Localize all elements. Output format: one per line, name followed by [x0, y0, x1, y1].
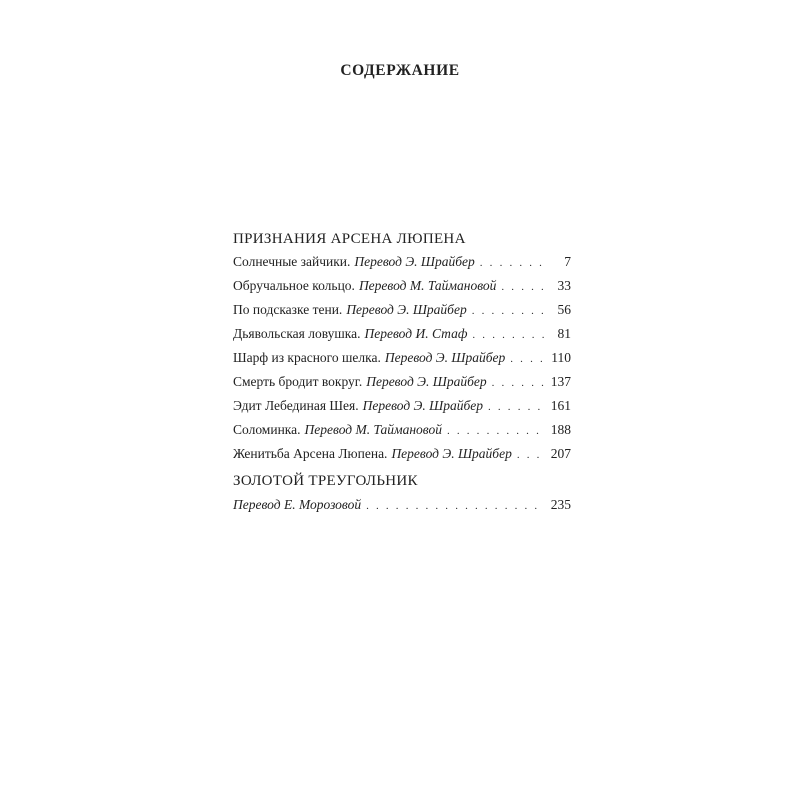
dot-leader	[510, 347, 544, 371]
entry-translator: Перевод И. Стаф	[364, 326, 468, 341]
entry-translator: Перевод Э. Шрайбер	[384, 350, 506, 365]
dot-leader	[501, 275, 544, 299]
dot-leader	[517, 443, 544, 467]
entry-translator: Перевод М. Таймановой	[358, 278, 497, 293]
dot-leader	[480, 251, 544, 275]
entry-title: По подсказке тени.	[233, 302, 343, 317]
entry-title: Дьявольская ловушка.	[233, 326, 361, 341]
toc-entry	[233, 250, 571, 274]
page-number: 137	[550, 374, 571, 389]
table-of-contents	[233, 228, 571, 517]
toc-entry	[233, 274, 571, 298]
entry-translator: Перевод М. Таймановой	[304, 422, 442, 437]
page-number: 33	[557, 278, 571, 293]
toc-entry	[233, 394, 571, 418]
dot-leader	[472, 323, 544, 347]
dot-leader	[492, 371, 544, 395]
toc-entry	[233, 322, 571, 346]
entry-title: Эдит Лебединая Шея.	[233, 398, 359, 413]
page-number: 207	[550, 446, 571, 461]
page-number: 235	[550, 497, 571, 512]
entry-translator: Перевод Э. Шрайбер	[391, 446, 512, 461]
toc-entry	[233, 370, 571, 394]
dot-leader	[366, 494, 544, 518]
entry-translator: Перевод Э. Шрайбер	[362, 398, 483, 413]
dot-leader	[447, 419, 544, 443]
page-number: 188	[550, 422, 571, 437]
page-number: 161	[550, 398, 571, 413]
entry-title: Соломинка.	[233, 422, 301, 437]
page-number: 56	[557, 302, 571, 317]
entry-title: Женитьба Арсена Люпена.	[233, 446, 388, 461]
section-heading-arsene-lupin-confessions: ПРИЗНАНИЯ АРСЕНА ЛЮПЕНА	[233, 231, 466, 247]
entry-translator: Перевод Э. Шрайбер	[354, 254, 475, 269]
entry-title: Обручальное кольцо.	[233, 278, 355, 293]
entry-translator: Перевод Э. Шрайбер	[346, 302, 467, 317]
toc-entry	[233, 346, 571, 370]
toc-entry	[233, 418, 571, 442]
entry-title: Смерть бродит вокруг.	[233, 374, 363, 389]
section-heading-golden-triangle: ЗОЛОТОЙ ТРЕУГОЛЬНИК	[233, 473, 418, 489]
toc-entry	[233, 442, 571, 466]
entry-translator: Перевод Е. Морозовой	[233, 497, 362, 512]
page-number: 110	[551, 350, 571, 365]
dot-leader	[488, 395, 544, 419]
page-number: 81	[557, 326, 571, 341]
dot-leader	[472, 299, 544, 323]
toc-entry	[233, 298, 571, 322]
entry-title: Солнечные зайчики.	[233, 254, 351, 269]
toc-entry	[233, 493, 571, 517]
entry-title: Шарф из красного шелка.	[233, 350, 381, 365]
page-title: СОДЕРЖАНИЕ	[340, 62, 460, 79]
page-number: 7	[564, 254, 571, 269]
entry-translator: Перевод Э. Шрайбер	[366, 374, 487, 389]
